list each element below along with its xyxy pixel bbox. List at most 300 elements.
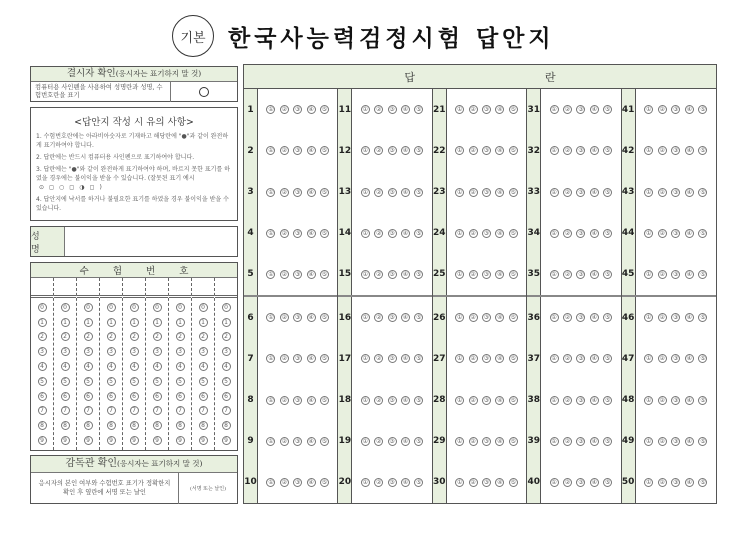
answer-option-bubble[interactable]: ④ bbox=[686, 188, 693, 196]
answer-option-bubble[interactable]: ③ bbox=[389, 314, 395, 322]
answer-option-bubble[interactable]: ⑤ bbox=[416, 270, 422, 278]
answer-option-bubble[interactable]: ② bbox=[281, 478, 287, 486]
digit-bubble[interactable]: 0 bbox=[130, 303, 139, 312]
answer-option-bubble[interactable]: ③ bbox=[578, 147, 584, 155]
digit-bubble[interactable]: 3 bbox=[84, 347, 93, 356]
answer-option-bubble[interactable]: ① bbox=[457, 396, 463, 404]
answer-option-bubble[interactable]: ③ bbox=[578, 188, 584, 196]
answer-option-bubble[interactable]: ③ bbox=[294, 355, 301, 363]
answer-option-bubble[interactable]: ① bbox=[457, 314, 463, 322]
digit-bubble[interactable]: 1 bbox=[176, 318, 185, 327]
answer-option-bubble[interactable]: ② bbox=[375, 188, 382, 196]
absentee-mark-cell[interactable] bbox=[171, 82, 237, 102]
answer-option-bubble[interactable]: ③ bbox=[294, 396, 301, 404]
digit-bubble[interactable]: 6 bbox=[153, 392, 162, 401]
digit-bubble[interactable]: 1 bbox=[199, 318, 208, 327]
answer-option-bubble[interactable]: ④ bbox=[308, 270, 314, 278]
answer-option-bubble[interactable]: ⑤ bbox=[604, 106, 611, 114]
answer-option-bubble[interactable]: ④ bbox=[402, 270, 409, 278]
answer-option-bubble[interactable]: ④ bbox=[497, 437, 503, 445]
answer-option-bubble[interactable]: ④ bbox=[686, 147, 693, 155]
answer-option-bubble[interactable]: ⑤ bbox=[510, 106, 516, 114]
answer-option-bubble[interactable]: ① bbox=[362, 478, 368, 486]
digit-bubble[interactable]: 7 bbox=[199, 406, 208, 415]
answer-option-bubble[interactable]: ③ bbox=[294, 270, 301, 278]
answer-option-bubble[interactable]: ⑤ bbox=[604, 270, 611, 278]
answer-option-bubble[interactable]: ① bbox=[268, 147, 274, 155]
answer-option-bubble[interactable]: ② bbox=[564, 229, 571, 237]
digit-bubble[interactable]: 9 bbox=[130, 436, 139, 445]
answer-option-bubble[interactable]: ① bbox=[457, 229, 463, 237]
answer-option-bubble[interactable]: ② bbox=[564, 188, 571, 196]
digit-bubble[interactable]: 9 bbox=[38, 436, 47, 445]
answer-option-bubble[interactable]: ④ bbox=[591, 270, 597, 278]
digit-bubble[interactable]: 8 bbox=[176, 421, 185, 430]
exam-number-entry-cell[interactable] bbox=[146, 278, 168, 298]
answer-option-bubble[interactable]: ① bbox=[551, 270, 557, 278]
answer-option-bubble[interactable]: ⑤ bbox=[321, 229, 328, 237]
answer-option-bubble[interactable]: ① bbox=[362, 106, 368, 114]
answer-option-bubble[interactable]: ③ bbox=[578, 478, 584, 486]
digit-bubble[interactable]: 3 bbox=[153, 347, 162, 356]
answer-option-bubble[interactable]: ① bbox=[551, 396, 557, 404]
answer-option-bubble[interactable]: ③ bbox=[673, 437, 679, 445]
answer-option-bubble[interactable]: ② bbox=[375, 270, 382, 278]
answer-option-bubble[interactable]: ⑤ bbox=[416, 314, 422, 322]
answer-option-bubble[interactable]: ⑤ bbox=[321, 314, 328, 322]
answer-option-bubble[interactable]: ④ bbox=[402, 437, 409, 445]
answer-option-bubble[interactable]: ① bbox=[551, 188, 557, 196]
answer-option-bubble[interactable]: ⑤ bbox=[510, 355, 516, 363]
answer-option-bubble[interactable]: ① bbox=[645, 314, 652, 322]
answer-option-bubble[interactable]: ① bbox=[551, 106, 557, 114]
answer-option-bubble[interactable]: ⑤ bbox=[321, 437, 328, 445]
digit-bubble[interactable]: 4 bbox=[222, 362, 231, 371]
digit-bubble[interactable]: 0 bbox=[61, 303, 70, 312]
answer-option-bubble[interactable]: ④ bbox=[591, 396, 597, 404]
digit-bubble[interactable]: 6 bbox=[222, 392, 231, 401]
digit-bubble[interactable]: 4 bbox=[199, 362, 208, 371]
answer-option-bubble[interactable]: ② bbox=[564, 437, 571, 445]
answer-option-bubble[interactable]: ② bbox=[470, 229, 476, 237]
digit-bubble[interactable]: 4 bbox=[38, 362, 47, 371]
answer-option-bubble[interactable]: ⑤ bbox=[604, 229, 611, 237]
answer-option-bubble[interactable]: ⑤ bbox=[321, 355, 328, 363]
digit-bubble[interactable]: 2 bbox=[199, 332, 208, 341]
answer-option-bubble[interactable]: ④ bbox=[308, 188, 314, 196]
answer-option-bubble[interactable]: ⑤ bbox=[700, 147, 706, 155]
answer-option-bubble[interactable]: ④ bbox=[402, 396, 409, 404]
answer-option-bubble[interactable]: ⑤ bbox=[321, 147, 328, 155]
answer-option-bubble[interactable]: ④ bbox=[497, 106, 503, 114]
digit-bubble[interactable]: 8 bbox=[107, 421, 116, 430]
answer-option-bubble[interactable]: ① bbox=[362, 396, 368, 404]
digit-bubble[interactable]: 5 bbox=[84, 377, 93, 386]
answer-option-bubble[interactable]: ③ bbox=[673, 229, 679, 237]
digit-bubble[interactable]: 6 bbox=[107, 392, 116, 401]
answer-option-bubble[interactable]: ④ bbox=[591, 106, 597, 114]
digit-bubble[interactable]: 8 bbox=[222, 421, 231, 430]
digit-bubble[interactable]: 2 bbox=[84, 332, 93, 341]
answer-option-bubble[interactable]: ⑤ bbox=[700, 188, 706, 196]
answer-option-bubble[interactable]: ④ bbox=[308, 147, 314, 155]
digit-bubble[interactable]: 0 bbox=[38, 303, 47, 312]
answer-option-bubble[interactable]: ⑤ bbox=[416, 229, 422, 237]
answer-option-bubble[interactable]: ① bbox=[362, 270, 368, 278]
digit-bubble[interactable]: 8 bbox=[199, 421, 208, 430]
digit-bubble[interactable]: 6 bbox=[176, 392, 185, 401]
answer-option-bubble[interactable]: ⑤ bbox=[416, 478, 422, 486]
answer-option-bubble[interactable]: ① bbox=[268, 396, 274, 404]
answer-option-bubble[interactable]: ② bbox=[375, 437, 382, 445]
answer-option-bubble[interactable]: ④ bbox=[686, 314, 693, 322]
answer-option-bubble[interactable]: ⑤ bbox=[510, 270, 516, 278]
answer-option-bubble[interactable]: ② bbox=[281, 396, 287, 404]
digit-bubble[interactable]: 2 bbox=[153, 332, 162, 341]
answer-option-bubble[interactable]: ③ bbox=[673, 106, 679, 114]
answer-option-bubble[interactable]: ② bbox=[564, 106, 571, 114]
answer-option-bubble[interactable]: ① bbox=[551, 355, 557, 363]
answer-option-bubble[interactable]: ① bbox=[551, 437, 557, 445]
answer-option-bubble[interactable]: ① bbox=[362, 229, 368, 237]
answer-option-bubble[interactable]: ② bbox=[564, 314, 571, 322]
answer-option-bubble[interactable]: ④ bbox=[308, 106, 314, 114]
answer-option-bubble[interactable]: ② bbox=[375, 229, 382, 237]
answer-option-bubble[interactable]: ② bbox=[281, 188, 287, 196]
digit-bubble[interactable]: 4 bbox=[107, 362, 116, 371]
answer-option-bubble[interactable]: ⑤ bbox=[604, 396, 611, 404]
digit-bubble[interactable]: 0 bbox=[222, 303, 231, 312]
answer-option-bubble[interactable]: ① bbox=[645, 270, 652, 278]
answer-option-bubble[interactable]: ③ bbox=[294, 314, 301, 322]
answer-option-bubble[interactable]: ② bbox=[564, 270, 571, 278]
digit-bubble[interactable]: 9 bbox=[84, 436, 93, 445]
digit-bubble[interactable]: 0 bbox=[153, 303, 162, 312]
answer-option-bubble[interactable]: ② bbox=[375, 147, 382, 155]
answer-option-bubble[interactable]: ④ bbox=[497, 147, 503, 155]
answer-option-bubble[interactable]: ① bbox=[551, 147, 557, 155]
answer-option-bubble[interactable]: ① bbox=[551, 229, 557, 237]
answer-option-bubble[interactable]: ⑤ bbox=[510, 147, 516, 155]
answer-option-bubble[interactable]: ④ bbox=[497, 270, 503, 278]
digit-bubble[interactable]: 8 bbox=[153, 421, 162, 430]
answer-option-bubble[interactable]: ⑤ bbox=[321, 106, 328, 114]
answer-option-bubble[interactable]: ⑤ bbox=[416, 355, 422, 363]
answer-option-bubble[interactable]: ⑤ bbox=[700, 478, 706, 486]
answer-option-bubble[interactable]: ③ bbox=[389, 188, 395, 196]
digit-bubble[interactable]: 1 bbox=[153, 318, 162, 327]
digit-bubble[interactable]: 1 bbox=[107, 318, 116, 327]
answer-option-bubble[interactable]: ① bbox=[645, 437, 652, 445]
digit-bubble[interactable]: 4 bbox=[153, 362, 162, 371]
exam-number-entry-cell[interactable] bbox=[215, 278, 237, 298]
answer-option-bubble[interactable]: ⑤ bbox=[416, 188, 422, 196]
answer-option-bubble[interactable]: ⑤ bbox=[604, 147, 611, 155]
answer-option-bubble[interactable]: ③ bbox=[578, 355, 584, 363]
digit-bubble[interactable]: 6 bbox=[199, 392, 208, 401]
digit-bubble[interactable]: 6 bbox=[38, 392, 47, 401]
digit-bubble[interactable]: 8 bbox=[61, 421, 70, 430]
answer-option-bubble[interactable]: ⑤ bbox=[510, 478, 516, 486]
digit-bubble[interactable]: 0 bbox=[107, 303, 116, 312]
answer-option-bubble[interactable]: ④ bbox=[402, 106, 409, 114]
digit-bubble[interactable]: 3 bbox=[199, 347, 208, 356]
digit-bubble[interactable]: 7 bbox=[84, 406, 93, 415]
answer-option-bubble[interactable]: ③ bbox=[389, 106, 395, 114]
digit-bubble[interactable]: 2 bbox=[107, 332, 116, 341]
answer-option-bubble[interactable]: ① bbox=[457, 188, 463, 196]
answer-option-bubble[interactable]: ③ bbox=[294, 478, 301, 486]
digit-bubble[interactable]: 3 bbox=[222, 347, 231, 356]
answer-option-bubble[interactable]: ① bbox=[362, 437, 368, 445]
answer-option-bubble[interactable]: ⑤ bbox=[604, 437, 611, 445]
answer-option-bubble[interactable]: ③ bbox=[673, 147, 679, 155]
digit-bubble[interactable]: 3 bbox=[107, 347, 116, 356]
answer-option-bubble[interactable]: ③ bbox=[389, 147, 395, 155]
answer-option-bubble[interactable]: ③ bbox=[578, 106, 584, 114]
answer-option-bubble[interactable]: ② bbox=[659, 314, 665, 322]
answer-option-bubble[interactable]: ⑤ bbox=[510, 437, 516, 445]
answer-option-bubble[interactable]: ③ bbox=[483, 396, 490, 404]
answer-option-bubble[interactable]: ⑤ bbox=[510, 229, 516, 237]
answer-option-bubble[interactable]: ② bbox=[470, 270, 476, 278]
answer-option-bubble[interactable]: ② bbox=[564, 147, 571, 155]
exam-number-entry-cell[interactable] bbox=[100, 278, 122, 298]
answer-option-bubble[interactable]: ① bbox=[362, 314, 368, 322]
answer-option-bubble[interactable]: ⑤ bbox=[321, 270, 328, 278]
answer-option-bubble[interactable]: ④ bbox=[686, 270, 693, 278]
answer-option-bubble[interactable]: ① bbox=[362, 188, 368, 196]
answer-option-bubble[interactable]: ⑤ bbox=[700, 106, 706, 114]
answer-option-bubble[interactable]: ⑤ bbox=[700, 355, 706, 363]
answer-option-bubble[interactable]: ⑤ bbox=[416, 437, 422, 445]
answer-option-bubble[interactable]: ③ bbox=[673, 396, 679, 404]
digit-bubble[interactable]: 5 bbox=[107, 377, 116, 386]
answer-option-bubble[interactable]: ① bbox=[268, 478, 274, 486]
answer-option-bubble[interactable]: ⑤ bbox=[510, 314, 516, 322]
answer-option-bubble[interactable]: ④ bbox=[686, 396, 693, 404]
answer-option-bubble[interactable]: ⑤ bbox=[700, 314, 706, 322]
answer-option-bubble[interactable]: ② bbox=[564, 355, 571, 363]
answer-option-bubble[interactable]: ③ bbox=[578, 314, 584, 322]
answer-option-bubble[interactable]: ③ bbox=[294, 188, 301, 196]
digit-bubble[interactable]: 2 bbox=[222, 332, 231, 341]
answer-option-bubble[interactable]: ⑤ bbox=[510, 396, 516, 404]
answer-option-bubble[interactable]: ② bbox=[281, 106, 287, 114]
digit-bubble[interactable]: 9 bbox=[176, 436, 185, 445]
exam-number-entry-cell[interactable] bbox=[192, 278, 214, 298]
answer-option-bubble[interactable]: ④ bbox=[308, 478, 314, 486]
answer-option-bubble[interactable]: ② bbox=[659, 355, 665, 363]
answer-option-bubble[interactable]: ② bbox=[659, 478, 665, 486]
answer-option-bubble[interactable]: ① bbox=[645, 106, 652, 114]
answer-option-bubble[interactable]: ③ bbox=[389, 437, 395, 445]
digit-bubble[interactable]: 8 bbox=[38, 421, 47, 430]
answer-option-bubble[interactable]: ⑤ bbox=[700, 270, 706, 278]
digit-bubble[interactable]: 5 bbox=[153, 377, 162, 386]
answer-option-bubble[interactable]: ④ bbox=[591, 229, 597, 237]
answer-option-bubble[interactable]: ④ bbox=[402, 314, 409, 322]
answer-option-bubble[interactable]: ② bbox=[659, 106, 665, 114]
digit-bubble[interactable]: 9 bbox=[153, 436, 162, 445]
answer-option-bubble[interactable]: ③ bbox=[389, 396, 395, 404]
answer-option-bubble[interactable]: ④ bbox=[686, 478, 693, 486]
answer-option-bubble[interactable]: ③ bbox=[294, 229, 301, 237]
digit-bubble[interactable]: 3 bbox=[38, 347, 47, 356]
answer-option-bubble[interactable]: ② bbox=[281, 314, 287, 322]
answer-option-bubble[interactable]: ② bbox=[375, 314, 382, 322]
digit-bubble[interactable]: 4 bbox=[130, 362, 139, 371]
digit-bubble[interactable]: 6 bbox=[61, 392, 70, 401]
answer-option-bubble[interactable]: ⑤ bbox=[604, 314, 611, 322]
answer-option-bubble[interactable]: ⑤ bbox=[416, 106, 422, 114]
answer-option-bubble[interactable]: ① bbox=[268, 355, 274, 363]
name-field[interactable] bbox=[65, 227, 237, 256]
answer-option-bubble[interactable]: ① bbox=[645, 229, 652, 237]
answer-option-bubble[interactable]: ⑤ bbox=[321, 396, 328, 404]
answer-option-bubble[interactable]: ④ bbox=[308, 437, 314, 445]
digit-bubble[interactable]: 0 bbox=[84, 303, 93, 312]
answer-option-bubble[interactable]: ① bbox=[362, 147, 368, 155]
answer-option-bubble[interactable]: ② bbox=[470, 396, 476, 404]
answer-option-bubble[interactable]: ① bbox=[457, 355, 463, 363]
answer-option-bubble[interactable]: ③ bbox=[294, 147, 301, 155]
answer-option-bubble[interactable]: ④ bbox=[497, 396, 503, 404]
answer-option-bubble[interactable]: ① bbox=[268, 229, 274, 237]
answer-option-bubble[interactable]: ④ bbox=[497, 229, 503, 237]
digit-bubble[interactable]: 1 bbox=[222, 318, 231, 327]
answer-option-bubble[interactable]: ④ bbox=[402, 229, 409, 237]
answer-option-bubble[interactable]: ② bbox=[659, 147, 665, 155]
digit-bubble[interactable]: 7 bbox=[222, 406, 231, 415]
answer-option-bubble[interactable]: ② bbox=[470, 355, 476, 363]
digit-bubble[interactable]: 2 bbox=[130, 332, 139, 341]
supervisor-signature-field[interactable]: (서명 또는 날인) bbox=[189, 486, 227, 492]
answer-option-bubble[interactable]: ③ bbox=[483, 478, 490, 486]
answer-option-bubble[interactable]: ① bbox=[268, 106, 274, 114]
digit-bubble[interactable]: 3 bbox=[130, 347, 139, 356]
answer-option-bubble[interactable]: ⑤ bbox=[604, 355, 611, 363]
answer-option-bubble[interactable]: ② bbox=[470, 106, 476, 114]
answer-option-bubble[interactable]: ⑤ bbox=[604, 188, 611, 196]
answer-option-bubble[interactable]: ① bbox=[268, 314, 274, 322]
answer-option-bubble[interactable]: ③ bbox=[578, 270, 584, 278]
answer-option-bubble[interactable]: ③ bbox=[483, 314, 490, 322]
answer-option-bubble[interactable]: ④ bbox=[686, 229, 693, 237]
answer-option-bubble[interactable]: ④ bbox=[591, 355, 597, 363]
answer-option-bubble[interactable]: ③ bbox=[389, 229, 395, 237]
answer-option-bubble[interactable]: ③ bbox=[389, 270, 395, 278]
answer-option-bubble[interactable]: ④ bbox=[308, 355, 314, 363]
digit-bubble[interactable]: 2 bbox=[61, 332, 70, 341]
answer-option-bubble[interactable]: ② bbox=[281, 147, 287, 155]
answer-option-bubble[interactable]: ⑤ bbox=[416, 147, 422, 155]
answer-option-bubble[interactable]: ② bbox=[659, 229, 665, 237]
digit-bubble[interactable]: 0 bbox=[176, 303, 185, 312]
answer-option-bubble[interactable]: ④ bbox=[402, 478, 409, 486]
digit-bubble[interactable]: 7 bbox=[130, 406, 139, 415]
digit-bubble[interactable]: 0 bbox=[199, 303, 208, 312]
answer-option-bubble[interactable]: ③ bbox=[483, 270, 490, 278]
answer-option-bubble[interactable]: ③ bbox=[483, 229, 490, 237]
answer-option-bubble[interactable]: ④ bbox=[308, 396, 314, 404]
answer-option-bubble[interactable]: ② bbox=[281, 229, 287, 237]
answer-option-bubble[interactable]: ② bbox=[659, 270, 665, 278]
exam-number-entry-cell[interactable] bbox=[77, 278, 99, 298]
answer-option-bubble[interactable]: ③ bbox=[673, 355, 679, 363]
answer-option-bubble[interactable]: ④ bbox=[591, 437, 597, 445]
answer-option-bubble[interactable]: ① bbox=[268, 270, 274, 278]
answer-option-bubble[interactable]: ② bbox=[564, 478, 571, 486]
answer-option-bubble[interactable]: ④ bbox=[402, 147, 409, 155]
answer-option-bubble[interactable]: ② bbox=[375, 396, 382, 404]
digit-bubble[interactable]: 3 bbox=[61, 347, 70, 356]
answer-option-bubble[interactable]: ④ bbox=[591, 188, 597, 196]
answer-option-bubble[interactable]: ③ bbox=[294, 437, 301, 445]
answer-option-bubble[interactable]: ③ bbox=[578, 437, 584, 445]
digit-bubble[interactable]: 5 bbox=[199, 377, 208, 386]
answer-option-bubble[interactable]: ④ bbox=[497, 478, 503, 486]
digit-bubble[interactable]: 7 bbox=[38, 406, 47, 415]
digit-bubble[interactable]: 3 bbox=[176, 347, 185, 356]
digit-bubble[interactable]: 2 bbox=[176, 332, 185, 341]
answer-option-bubble[interactable]: ③ bbox=[578, 396, 584, 404]
answer-option-bubble[interactable]: ③ bbox=[673, 478, 679, 486]
exam-number-entry-cell[interactable] bbox=[169, 278, 191, 298]
answer-option-bubble[interactable]: ① bbox=[645, 355, 652, 363]
answer-option-bubble[interactable]: ④ bbox=[591, 478, 597, 486]
digit-bubble[interactable]: 1 bbox=[84, 318, 93, 327]
answer-option-bubble[interactable]: ④ bbox=[497, 188, 503, 196]
digit-bubble[interactable]: 6 bbox=[84, 392, 93, 401]
answer-option-bubble[interactable]: ① bbox=[457, 270, 463, 278]
answer-option-bubble[interactable]: ② bbox=[281, 270, 287, 278]
answer-option-bubble[interactable]: ④ bbox=[402, 355, 409, 363]
answer-option-bubble[interactable]: ③ bbox=[673, 270, 679, 278]
answer-option-bubble[interactable]: ⑤ bbox=[700, 396, 706, 404]
digit-bubble[interactable]: 6 bbox=[130, 392, 139, 401]
digit-bubble[interactable]: 5 bbox=[61, 377, 70, 386]
answer-option-bubble[interactable]: ① bbox=[551, 314, 557, 322]
answer-option-bubble[interactable]: ⑤ bbox=[321, 188, 328, 196]
digit-bubble[interactable]: 4 bbox=[176, 362, 185, 371]
digit-bubble[interactable]: 8 bbox=[130, 421, 139, 430]
answer-option-bubble[interactable]: ④ bbox=[686, 355, 693, 363]
answer-option-bubble[interactable]: ① bbox=[645, 396, 652, 404]
answer-option-bubble[interactable]: ② bbox=[564, 396, 571, 404]
answer-option-bubble[interactable]: ③ bbox=[389, 355, 395, 363]
digit-bubble[interactable]: 7 bbox=[176, 406, 185, 415]
answer-option-bubble[interactable]: ① bbox=[457, 478, 463, 486]
answer-option-bubble[interactable]: ② bbox=[659, 437, 665, 445]
digit-bubble[interactable]: 5 bbox=[130, 377, 139, 386]
answer-option-bubble[interactable]: ③ bbox=[578, 229, 584, 237]
digit-bubble[interactable]: 5 bbox=[38, 377, 47, 386]
answer-option-bubble[interactable]: ④ bbox=[497, 355, 503, 363]
answer-option-bubble[interactable]: ③ bbox=[483, 106, 490, 114]
answer-option-bubble[interactable]: ③ bbox=[294, 106, 301, 114]
answer-option-bubble[interactable]: ④ bbox=[308, 229, 314, 237]
answer-option-bubble[interactable]: ① bbox=[645, 188, 652, 196]
answer-option-bubble[interactable]: ③ bbox=[389, 478, 395, 486]
answer-option-bubble[interactable]: ② bbox=[659, 396, 665, 404]
answer-option-bubble[interactable]: ② bbox=[470, 147, 476, 155]
answer-option-bubble[interactable]: ⑤ bbox=[321, 478, 328, 486]
answer-option-bubble[interactable]: ⑤ bbox=[604, 478, 611, 486]
digit-bubble[interactable]: 8 bbox=[84, 421, 93, 430]
answer-option-bubble[interactable]: ③ bbox=[483, 355, 490, 363]
answer-option-bubble[interactable]: ② bbox=[375, 478, 382, 486]
